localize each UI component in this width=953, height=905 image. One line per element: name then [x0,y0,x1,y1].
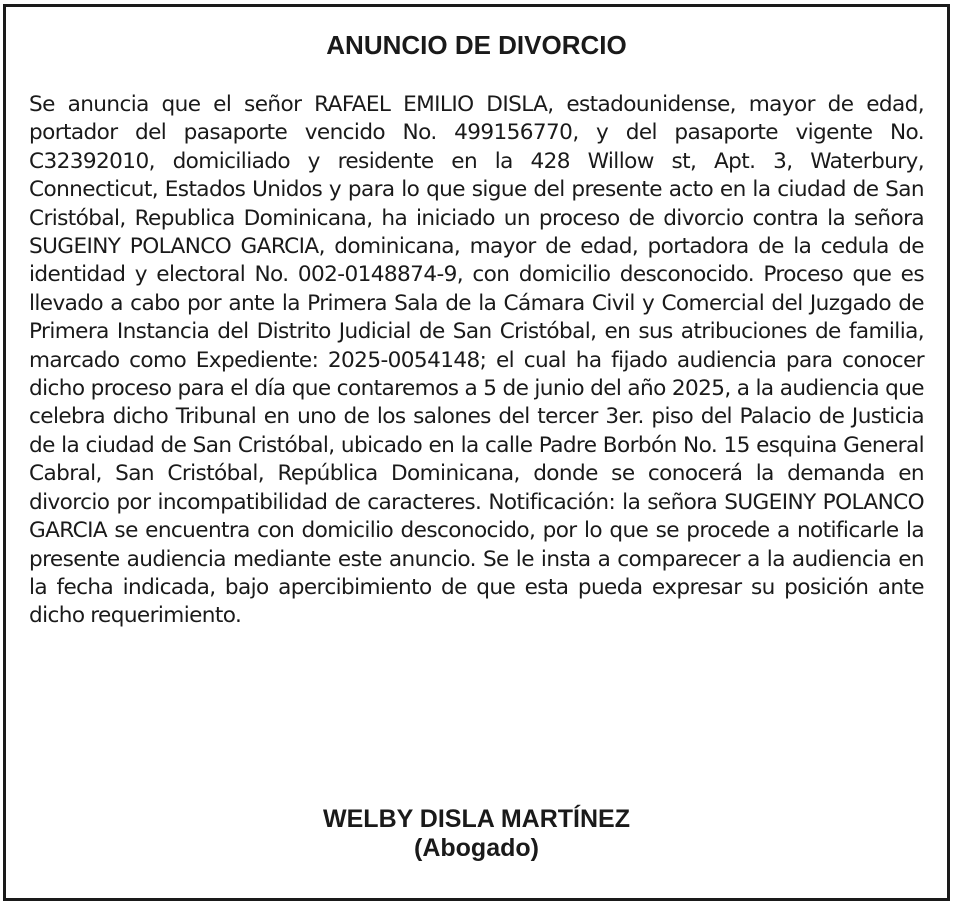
signature-role: (Abogado) [414,834,539,862]
signature-name: WELBY DISLA MARTÍNEZ [323,805,630,833]
signature-block [6,804,947,862]
divorce-notice [3,4,950,901]
notice-body: Se anuncia que el señor RAFAEL EMILIO DISLA, estadounidense, mayor de edad, portador del pasaporte vencido No. 499156770, y del pasaporte vigente No. C32392010, domiciliado y residente en la 428 Willow st, Apt. 3, Waterbury, Connecticut, Estados Unidos y para lo que sigue del presente acto en la ciudad de San Cristóbal, Republica Dominicana, ha iniciado un proceso de divorcio contra la señora SUGEINY POLANCO GARCIA, dominicana, mayor de edad, portadora de la cedula de identidad y electoral No. 002-0148874-9, con domicilio desconocido. Proceso que es llevado a cabo por ante la Primera Sala de la Cámara Civil y Comercial del Juzgado de Primera Instancia del Distrito Judicial de San Cristóbal, en sus atribuciones de familia, marcado como Expediente: 2025-0054148; el cual ha fijado audiencia para conocer dicho proceso para el día que contaremos a 5 de junio del año 2025, a la audiencia que celebra dicho Tribunal en uno de los salones del tercer 3er. piso del Palacio de Justicia de la ciudad de San Cristóbal, ubicado en la calle Padre Borbón No. 15 esquina General Cabral, San Cristóbal, República Dominicana, donde se conocerá la demanda en divorcio por incompatibilidad de caracteres. Notificación: la señora SUGEINY POLANCO GARCIA se encuentra con domicilio desconocido, por lo que se procede a notificarle la presente audiencia mediante este anuncio. Se le insta a comparecer a la audiencia en la fecha indicada, bajo apercibimiento de que esta pueda expresar su posición ante dicho requerimiento. [29,92,924,629]
notice-title: ANUNCIO DE DIVORCIO [326,30,627,60]
